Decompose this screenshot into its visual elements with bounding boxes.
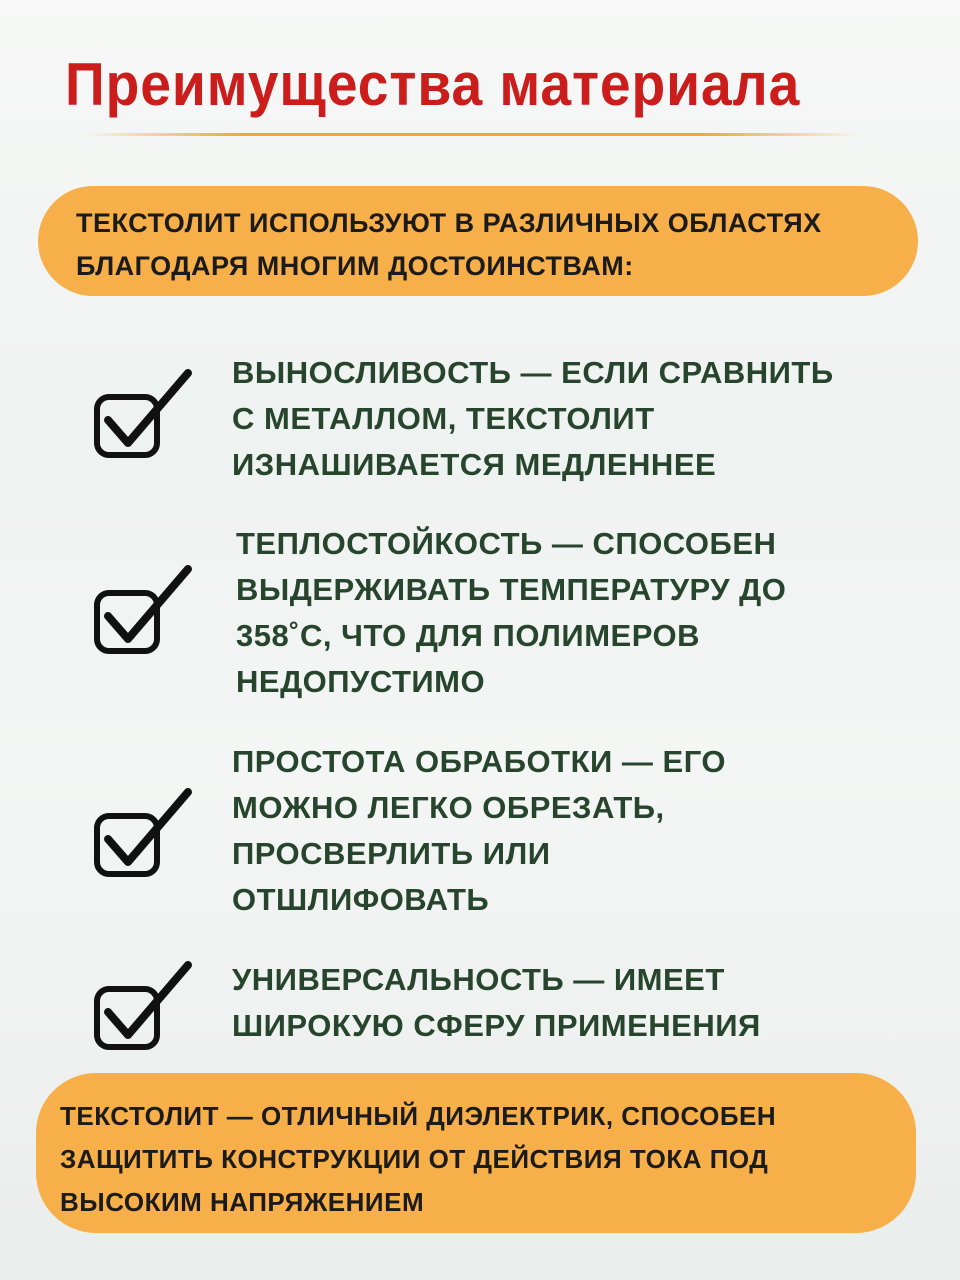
benefit-text: ПРОСТОТА ОБРАБОТКИ — ЕГО МОЖНО ЛЕГКО ОБРЕЗАТЬ, ПРОСВЕРЛИТЬ ИЛИ ОТШЛИФОВАТЬ	[232, 744, 726, 917]
intro-text: ТЕКСТОЛИТ ИСПОЛЬЗУЮТ В РАЗЛИЧНЫХ ОБЛАСТЯХ БЛАГОДАРЯ МНОГИМ ДОСТОИНСТВАМ:	[76, 208, 822, 281]
title-underline	[82, 133, 862, 136]
benefit-text: ТЕПЛОСТОЙКОСТЬ — СПОСОБЕН ВЫДЕРЖИВАТЬ ТЕМПЕРАТУРУ ДО 358˚С, ЧТО ДЛЯ ПОЛИМЕРОВ НЕДОПУСТИМО	[236, 526, 787, 699]
checkbox-check-icon	[90, 365, 200, 465]
checkbox-check-icon	[90, 561, 200, 661]
benefit-text: ВЫНОСЛИВОСТЬ — ЕСЛИ СРАВНИТЬ С МЕТАЛЛОМ, ТЕКСТОЛИТ ИЗНАШИВАЕТСЯ МЕДЛЕННЕЕ	[232, 355, 834, 482]
checkbox-check-icon	[90, 957, 200, 1057]
intro-banner	[38, 186, 918, 296]
page-title: Преимущества материала	[65, 51, 801, 118]
checkbox-check-icon	[90, 784, 200, 884]
conclusion-banner	[36, 1073, 916, 1233]
conclusion-text: ТЕКСТОЛИТ — ОТЛИЧНЫЙ ДИЭЛЕКТРИК, СПОСОБЕН ЗАЩИТИТЬ КОНСТРУКЦИИ ОТ ДЕЙСТВИЯ ТОКА ПОД ВЫСОКИМ НАПРЯЖЕНИЕМ	[60, 1101, 777, 1217]
benefit-text: УНИВЕРСАЛЬНОСТЬ — ИМЕЕТ ШИРОКУЮ СФЕРУ ПРИМЕНЕНИЯ	[232, 962, 761, 1043]
